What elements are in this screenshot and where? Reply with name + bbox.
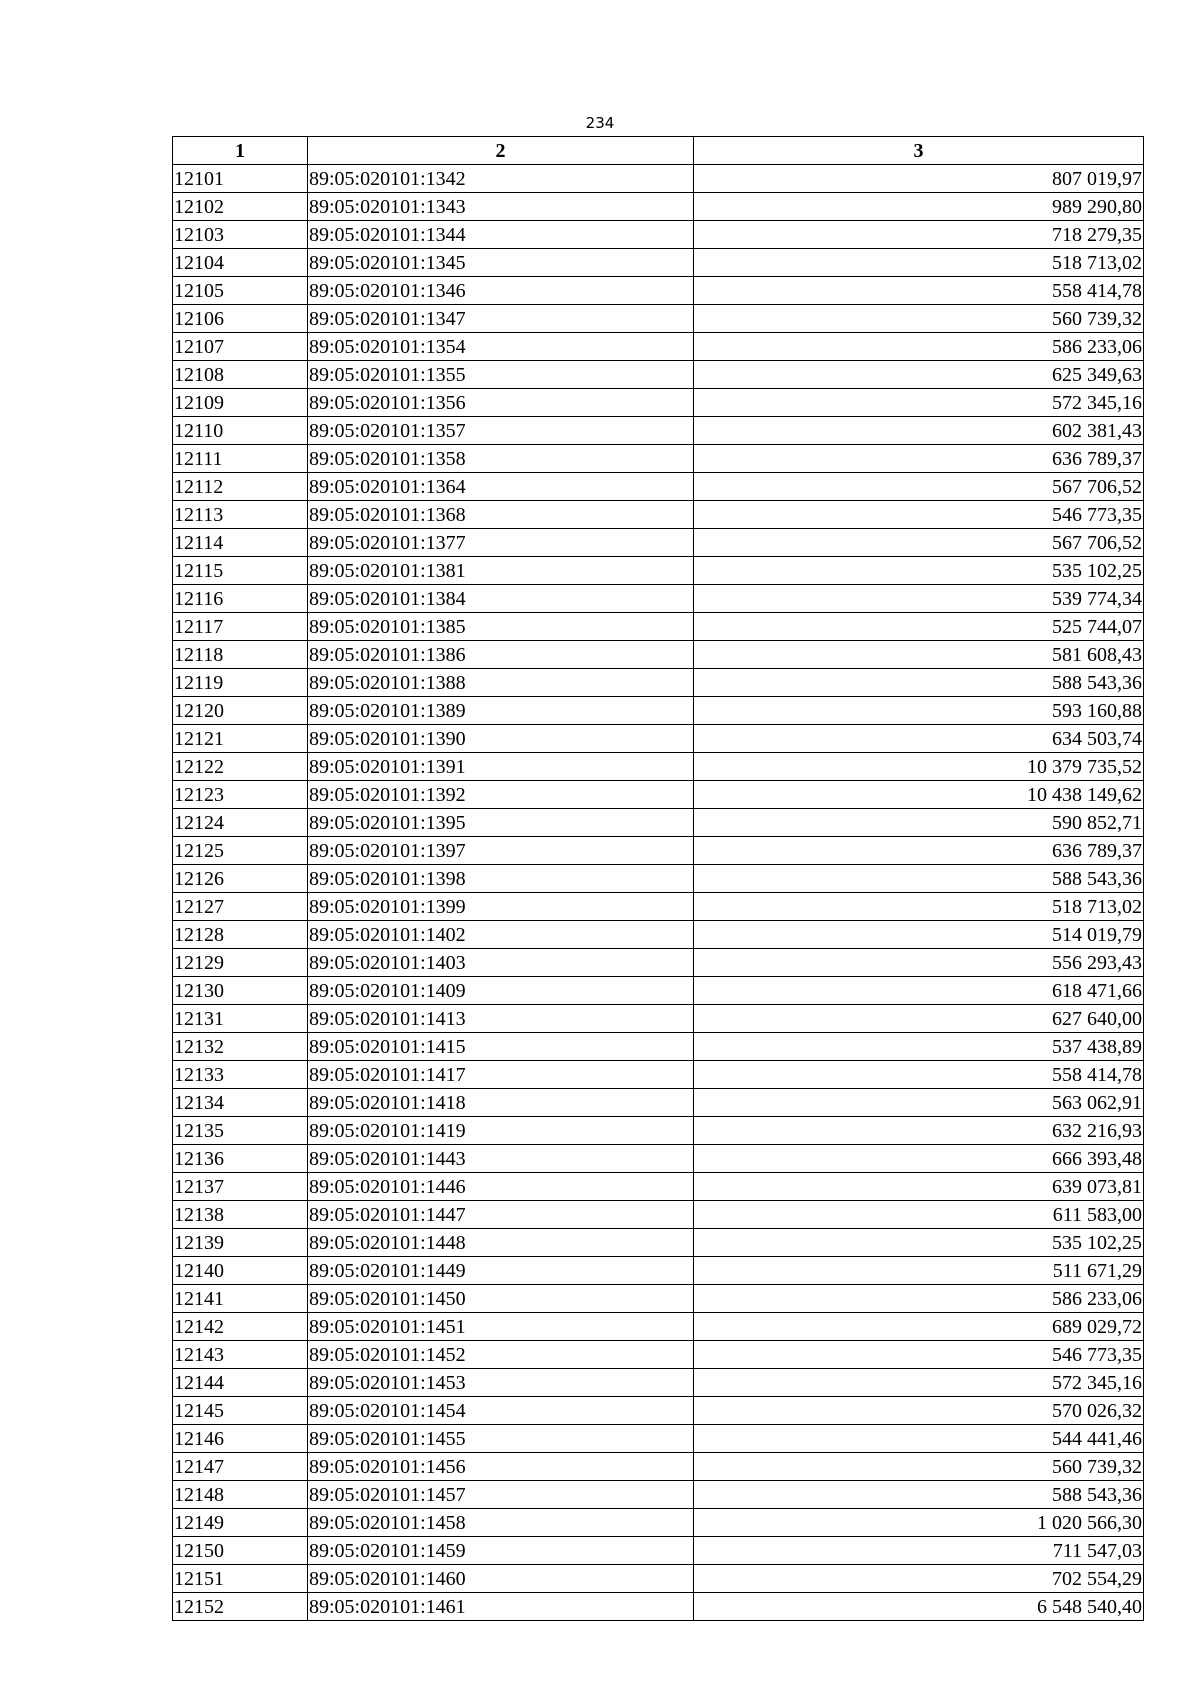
value-cell: 588 543,36 (694, 1481, 1144, 1509)
cadastral-number-cell: 89:05:020101:1355 (308, 361, 694, 389)
value-cell: 546 773,35 (694, 1341, 1144, 1369)
cadastral-number-cell: 89:05:020101:1377 (308, 529, 694, 557)
value-cell: 1 020 566,30 (694, 1509, 1144, 1537)
cadastral-number-cell: 89:05:020101:1461 (308, 1593, 694, 1621)
value-cell: 989 290,80 (694, 193, 1144, 221)
row-number-cell: 12147 (173, 1453, 308, 1481)
value-cell: 537 438,89 (694, 1033, 1144, 1061)
row-number-cell: 12103 (173, 221, 308, 249)
value-cell: 525 744,07 (694, 613, 1144, 641)
row-number-cell: 12132 (173, 1033, 308, 1061)
cadastral-number-cell: 89:05:020101:1388 (308, 669, 694, 697)
cadastral-number-cell: 89:05:020101:1385 (308, 613, 694, 641)
row-number-cell: 12110 (173, 417, 308, 445)
value-cell: 572 345,16 (694, 1369, 1144, 1397)
value-cell: 689 029,72 (694, 1313, 1144, 1341)
table-row (173, 249, 1144, 277)
cadastral-number-cell: 89:05:020101:1381 (308, 557, 694, 585)
cadastral-number-cell: 89:05:020101:1347 (308, 305, 694, 333)
table-row (173, 473, 1144, 501)
cadastral-number-cell: 89:05:020101:1357 (308, 417, 694, 445)
value-cell: 544 441,46 (694, 1425, 1144, 1453)
row-number-cell: 12141 (173, 1285, 308, 1313)
table-row (173, 1313, 1144, 1341)
cadastral-number-cell: 89:05:020101:1417 (308, 1061, 694, 1089)
table-row (173, 1061, 1144, 1089)
value-cell: 539 774,34 (694, 585, 1144, 613)
row-number-cell: 12124 (173, 809, 308, 837)
row-number-cell: 12117 (173, 613, 308, 641)
row-number-cell: 12146 (173, 1425, 308, 1453)
row-number-cell: 12150 (173, 1537, 308, 1565)
row-number-cell: 12121 (173, 725, 308, 753)
row-number-cell: 12126 (173, 865, 308, 893)
value-cell: 634 503,74 (694, 725, 1144, 753)
table-row (173, 1229, 1144, 1257)
value-cell: 10 379 735,52 (694, 753, 1144, 781)
table-row (173, 725, 1144, 753)
value-cell: 10 438 149,62 (694, 781, 1144, 809)
table-header-row (173, 137, 1144, 165)
cadastral-number-cell: 89:05:020101:1344 (308, 221, 694, 249)
cadastral-number-cell: 89:05:020101:1418 (308, 1089, 694, 1117)
value-cell: 558 414,78 (694, 1061, 1144, 1089)
row-number-cell: 12123 (173, 781, 308, 809)
table-row (173, 417, 1144, 445)
table-row (173, 1593, 1144, 1621)
table-row (173, 1397, 1144, 1425)
cadastral-number-cell: 89:05:020101:1346 (308, 277, 694, 305)
value-cell: 588 543,36 (694, 669, 1144, 697)
row-number-cell: 12152 (173, 1593, 308, 1621)
value-cell: 581 608,43 (694, 641, 1144, 669)
table-row (173, 221, 1144, 249)
cadastral-number-cell: 89:05:020101:1458 (308, 1509, 694, 1537)
value-cell: 636 789,37 (694, 445, 1144, 473)
value-cell: 632 216,93 (694, 1117, 1144, 1145)
row-number-cell: 12105 (173, 277, 308, 305)
cadastral-number-cell: 89:05:020101:1419 (308, 1117, 694, 1145)
table-row (173, 305, 1144, 333)
row-number-cell: 12114 (173, 529, 308, 557)
row-number-cell: 12144 (173, 1369, 308, 1397)
row-number-cell: 12109 (173, 389, 308, 417)
value-cell: 586 233,06 (694, 333, 1144, 361)
value-cell: 514 019,79 (694, 921, 1144, 949)
cadastral-number-cell: 89:05:020101:1454 (308, 1397, 694, 1425)
row-number-cell: 12149 (173, 1509, 308, 1537)
value-cell: 702 554,29 (694, 1565, 1144, 1593)
value-cell: 590 852,71 (694, 809, 1144, 837)
row-number-cell: 12120 (173, 697, 308, 725)
value-cell: 518 713,02 (694, 893, 1144, 921)
cadastral-number-cell: 89:05:020101:1386 (308, 641, 694, 669)
row-number-cell: 12115 (173, 557, 308, 585)
cadastral-number-cell: 89:05:020101:1392 (308, 781, 694, 809)
cadastral-number-cell: 89:05:020101:1446 (308, 1173, 694, 1201)
column-header-2: 2 (308, 137, 694, 165)
table-row (173, 445, 1144, 473)
row-number-cell: 12106 (173, 305, 308, 333)
cadastral-number-cell: 89:05:020101:1449 (308, 1257, 694, 1285)
column-header-1: 1 (173, 137, 308, 165)
cadastral-number-cell: 89:05:020101:1395 (308, 809, 694, 837)
row-number-cell: 12145 (173, 1397, 308, 1425)
table-row (173, 921, 1144, 949)
table-row (173, 977, 1144, 1005)
table-row (173, 1341, 1144, 1369)
cadastral-number-cell: 89:05:020101:1397 (308, 837, 694, 865)
value-cell: 807 019,97 (694, 165, 1144, 193)
table-row (173, 361, 1144, 389)
value-cell: 558 414,78 (694, 277, 1144, 305)
value-cell: 535 102,25 (694, 557, 1144, 585)
table-row (173, 1145, 1144, 1173)
cadastral-number-cell: 89:05:020101:1452 (308, 1341, 694, 1369)
table-row (173, 1285, 1144, 1313)
cadastral-number-cell: 89:05:020101:1450 (308, 1285, 694, 1313)
cadastral-number-cell: 89:05:020101:1354 (308, 333, 694, 361)
table-row (173, 1173, 1144, 1201)
cadastral-number-cell: 89:05:020101:1356 (308, 389, 694, 417)
table-row (173, 501, 1144, 529)
cadastral-number-cell: 89:05:020101:1447 (308, 1201, 694, 1229)
table-row (173, 1537, 1144, 1565)
cadastral-number-cell: 89:05:020101:1391 (308, 753, 694, 781)
row-number-cell: 12107 (173, 333, 308, 361)
table-row (173, 1369, 1144, 1397)
value-cell: 593 160,88 (694, 697, 1144, 725)
table-row (173, 557, 1144, 585)
cadastral-number-cell: 89:05:020101:1390 (308, 725, 694, 753)
table-row (173, 1033, 1144, 1061)
value-cell: 556 293,43 (694, 949, 1144, 977)
cadastral-number-cell: 89:05:020101:1443 (308, 1145, 694, 1173)
value-cell: 560 739,32 (694, 1453, 1144, 1481)
value-cell: 563 062,91 (694, 1089, 1144, 1117)
table-row (173, 585, 1144, 613)
table-row (173, 613, 1144, 641)
row-number-cell: 12140 (173, 1257, 308, 1285)
table-row (173, 1453, 1144, 1481)
value-cell: 518 713,02 (694, 249, 1144, 277)
cadastral-number-cell: 89:05:020101:1415 (308, 1033, 694, 1061)
cadastral-number-cell: 89:05:020101:1399 (308, 893, 694, 921)
cadastral-number-cell: 89:05:020101:1342 (308, 165, 694, 193)
column-header-3: 3 (694, 137, 1144, 165)
table-row (173, 1481, 1144, 1509)
cadastral-number-cell: 89:05:020101:1403 (308, 949, 694, 977)
value-cell: 567 706,52 (694, 473, 1144, 501)
value-cell: 636 789,37 (694, 837, 1144, 865)
table-row (173, 669, 1144, 697)
row-number-cell: 12118 (173, 641, 308, 669)
table-row (173, 1565, 1144, 1593)
value-cell: 602 381,43 (694, 417, 1144, 445)
cadastral-number-cell: 89:05:020101:1358 (308, 445, 694, 473)
table-row (173, 641, 1144, 669)
row-number-cell: 12101 (173, 165, 308, 193)
cadastral-number-cell: 89:05:020101:1343 (308, 193, 694, 221)
value-cell: 618 471,66 (694, 977, 1144, 1005)
table-row (173, 1201, 1144, 1229)
value-cell: 611 583,00 (694, 1201, 1144, 1229)
table-row (173, 1425, 1144, 1453)
cadastral-number-cell: 89:05:020101:1451 (308, 1313, 694, 1341)
cadastral-number-cell: 89:05:020101:1364 (308, 473, 694, 501)
cadastral-number-cell: 89:05:020101:1368 (308, 501, 694, 529)
row-number-cell: 12125 (173, 837, 308, 865)
value-cell: 586 233,06 (694, 1285, 1144, 1313)
row-number-cell: 12116 (173, 585, 308, 613)
row-number-cell: 12127 (173, 893, 308, 921)
table-row (173, 165, 1144, 193)
row-number-cell: 12113 (173, 501, 308, 529)
cadastral-number-cell: 89:05:020101:1402 (308, 921, 694, 949)
row-number-cell: 12111 (173, 445, 308, 473)
row-number-cell: 12122 (173, 753, 308, 781)
value-cell: 572 345,16 (694, 389, 1144, 417)
table-row (173, 529, 1144, 557)
cadastral-number-cell: 89:05:020101:1455 (308, 1425, 694, 1453)
table-row (173, 893, 1144, 921)
table-row (173, 949, 1144, 977)
table-row (173, 697, 1144, 725)
cadastral-number-cell: 89:05:020101:1409 (308, 977, 694, 1005)
row-number-cell: 12119 (173, 669, 308, 697)
cadastral-number-cell: 89:05:020101:1453 (308, 1369, 694, 1397)
row-number-cell: 12104 (173, 249, 308, 277)
table-row (173, 1257, 1144, 1285)
cadastral-number-cell: 89:05:020101:1459 (308, 1537, 694, 1565)
table-row (173, 753, 1144, 781)
value-cell: 718 279,35 (694, 221, 1144, 249)
row-number-cell: 12136 (173, 1145, 308, 1173)
row-number-cell: 12108 (173, 361, 308, 389)
value-cell: 511 671,29 (694, 1257, 1144, 1285)
cadastral-number-cell: 89:05:020101:1413 (308, 1005, 694, 1033)
cadastral-number-cell: 89:05:020101:1345 (308, 249, 694, 277)
table-row (173, 389, 1144, 417)
row-number-cell: 12138 (173, 1201, 308, 1229)
cadastral-number-cell: 89:05:020101:1398 (308, 865, 694, 893)
table-row (173, 1117, 1144, 1145)
row-number-cell: 12148 (173, 1481, 308, 1509)
row-number-cell: 12131 (173, 1005, 308, 1033)
row-number-cell: 12151 (173, 1565, 308, 1593)
value-cell: 639 073,81 (694, 1173, 1144, 1201)
table-row (173, 1089, 1144, 1117)
table-row (173, 781, 1144, 809)
row-number-cell: 12137 (173, 1173, 308, 1201)
row-number-cell: 12134 (173, 1089, 308, 1117)
row-number-cell: 12129 (173, 949, 308, 977)
cadastral-number-cell: 89:05:020101:1456 (308, 1453, 694, 1481)
table-row (173, 809, 1144, 837)
row-number-cell: 12135 (173, 1117, 308, 1145)
cadastral-number-cell: 89:05:020101:1460 (308, 1565, 694, 1593)
table-body (173, 165, 1144, 1621)
value-cell: 6 548 540,40 (694, 1593, 1144, 1621)
value-cell: 666 393,48 (694, 1145, 1144, 1173)
table-row (173, 1005, 1144, 1033)
row-number-cell: 12143 (173, 1341, 308, 1369)
table-row (173, 193, 1144, 221)
cadastral-number-cell: 89:05:020101:1457 (308, 1481, 694, 1509)
row-number-cell: 12139 (173, 1229, 308, 1257)
value-cell: 588 543,36 (694, 865, 1144, 893)
row-number-cell: 12128 (173, 921, 308, 949)
row-number-cell: 12142 (173, 1313, 308, 1341)
value-cell: 560 739,32 (694, 305, 1144, 333)
value-cell: 627 640,00 (694, 1005, 1144, 1033)
value-cell: 570 026,32 (694, 1397, 1144, 1425)
value-cell: 711 547,03 (694, 1537, 1144, 1565)
table-row (173, 277, 1144, 305)
cadastral-number-cell: 89:05:020101:1384 (308, 585, 694, 613)
table-row (173, 865, 1144, 893)
row-number-cell: 12133 (173, 1061, 308, 1089)
value-cell: 567 706,52 (694, 529, 1144, 557)
table-row (173, 1509, 1144, 1537)
cadastral-number-cell: 89:05:020101:1389 (308, 697, 694, 725)
row-number-cell: 12102 (173, 193, 308, 221)
value-cell: 546 773,35 (694, 501, 1144, 529)
value-cell: 625 349,63 (694, 361, 1144, 389)
row-number-cell: 12130 (173, 977, 308, 1005)
page-number: 234 (585, 114, 615, 132)
data-table (172, 136, 1144, 1621)
value-cell: 535 102,25 (694, 1229, 1144, 1257)
table-row (173, 333, 1144, 361)
table-row (173, 837, 1144, 865)
row-number-cell: 12112 (173, 473, 308, 501)
cadastral-number-cell: 89:05:020101:1448 (308, 1229, 694, 1257)
